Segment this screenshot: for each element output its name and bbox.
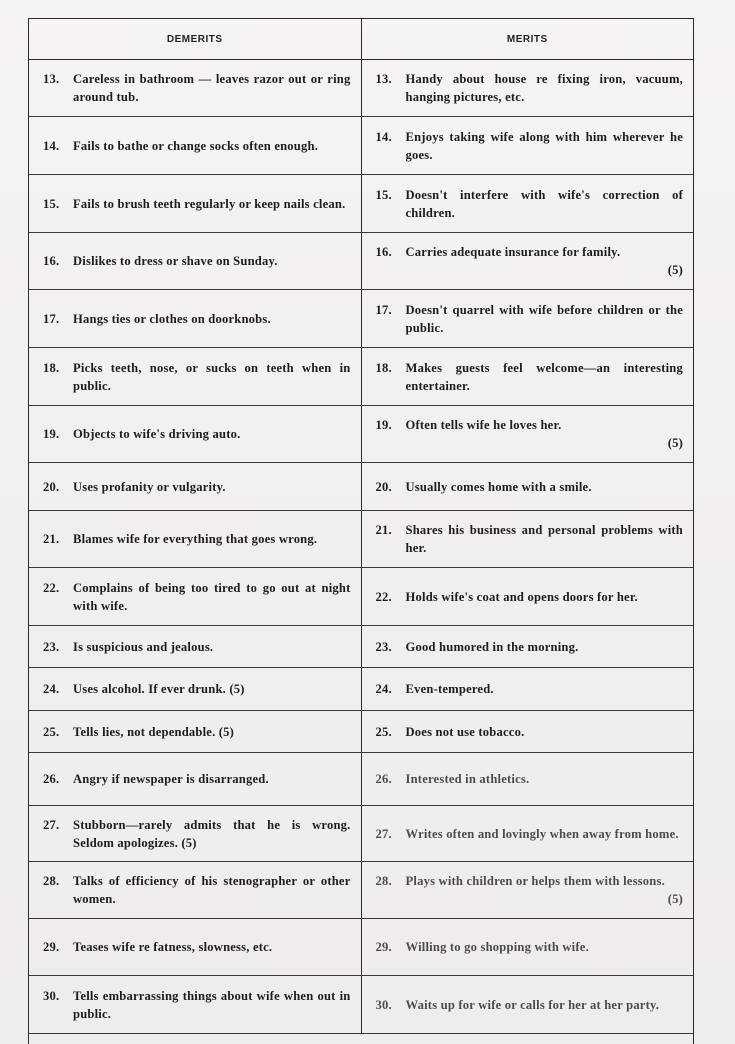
table-header: [29, 19, 693, 60]
demerit-item: [43, 816, 351, 852]
demerit-text: Angry if newspaper is disarranged.: [73, 772, 269, 786]
merit-text: Doesn't interfere with wife's correction of children.: [405, 187, 683, 220]
merit-item: [376, 359, 684, 395]
demerit-item: [43, 359, 351, 395]
merit-text: Does not use tobacco.: [405, 724, 525, 739]
merit-item: [376, 723, 684, 741]
merits-demerits-table: [28, 18, 694, 1044]
demerit-item: [43, 938, 351, 956]
merit-cell: [362, 711, 694, 752]
merit-cell: [362, 348, 694, 405]
table-body: [29, 59, 693, 1034]
table-row: [29, 463, 693, 511]
demerit-text: Tells lies, not dependable. (5): [73, 724, 235, 739]
merit-cell: [362, 753, 694, 805]
merit-item: [376, 186, 684, 222]
merit-text-block: [406, 996, 684, 1014]
merit-text: Willing to go shopping with wife.: [405, 940, 589, 954]
demerit-item: [43, 252, 351, 270]
demerit-number: 26.: [43, 772, 60, 786]
merit-text: Good humored in the morning.: [405, 639, 579, 654]
demerit-text-block: [73, 70, 351, 106]
merit-cell: [362, 463, 694, 510]
demerit-cell: [29, 463, 362, 510]
demerit-number: 15.: [43, 196, 60, 211]
table-row: [29, 626, 693, 668]
demerit-number: 18.: [43, 360, 60, 375]
demerit-text: Hangs ties or clothes on doorknobs.: [73, 311, 271, 326]
merit-score: (5): [667, 263, 683, 277]
demerit-cell: [29, 668, 362, 710]
demerit-cell: [29, 626, 362, 667]
merit-cell: [362, 626, 694, 667]
merit-number: 29.: [375, 940, 392, 954]
merit-number: 17.: [375, 302, 392, 317]
demerit-text-block: [73, 938, 351, 956]
merit-cell: [362, 175, 694, 232]
merit-text: Handy about house re fixing iron, vacuum, hanging pictures, etc.: [405, 71, 683, 104]
demerit-item: [43, 137, 351, 155]
demerit-text-block: [73, 579, 351, 615]
demerit-cell: [29, 117, 362, 174]
merit-score: (5): [667, 892, 683, 906]
merit-text: Writes often and lovingly when away from home.: [405, 826, 679, 841]
table-row: [29, 175, 693, 233]
demerit-number: 23.: [43, 639, 60, 654]
merit-number: 14.: [375, 129, 392, 144]
demerit-number: 30.: [43, 988, 60, 1003]
demerit-text: Stubborn—rarely admits that he is wrong. Seldom apologizes. (5): [73, 817, 351, 850]
demerit-item: [43, 478, 351, 496]
merit-number: 20.: [375, 479, 392, 494]
table-row: [29, 406, 693, 463]
merit-text: Holds wife's coat and opens doors for her.: [405, 589, 638, 604]
demerit-number: 25.: [43, 724, 60, 739]
demerit-cell: [29, 175, 362, 232]
demerit-item: [43, 310, 351, 328]
demerit-text: Tells embarrassing things about wife when out in public.: [73, 988, 351, 1021]
merit-number: 25.: [375, 724, 392, 739]
merit-text: Carries adequate insurance for family.: [405, 245, 621, 259]
merit-cell: [362, 406, 694, 462]
demerit-text: Is suspicious and jealous.: [73, 639, 214, 654]
demerit-number: 28.: [43, 874, 60, 888]
demerit-text-block: [73, 770, 351, 788]
merit-text-block: [406, 416, 684, 452]
demerit-cell: [29, 348, 362, 405]
merit-item: [376, 478, 684, 496]
table-row: [29, 806, 693, 862]
demerit-cell: [29, 806, 362, 861]
merit-number: 19.: [375, 418, 392, 432]
table-row: [29, 348, 693, 406]
demerit-number: 14.: [43, 138, 60, 153]
demerit-item: [43, 195, 351, 213]
merit-number: 26.: [375, 772, 392, 786]
demerit-number: 20.: [43, 479, 60, 494]
table-row: [29, 117, 693, 175]
demerit-cell: [29, 753, 362, 805]
merit-item: [376, 301, 684, 337]
demerit-cell: [29, 711, 362, 752]
merit-cell: [362, 568, 694, 625]
demerit-item: [43, 70, 351, 106]
demerit-cell: [29, 233, 362, 289]
demerit-text: Blames wife for everything that goes wrong.: [73, 532, 318, 546]
demerit-text: Uses profanity or vulgarity.: [73, 479, 226, 494]
merit-text-block: [406, 723, 684, 741]
demerit-item: [43, 723, 351, 741]
demerit-item: [43, 425, 351, 443]
demerit-number: 24.: [43, 682, 60, 696]
table-row: [29, 59, 693, 117]
demerit-number: 22.: [43, 580, 60, 595]
merit-text: Waits up for wife or calls for her at her party.: [405, 997, 660, 1012]
merit-number: 22.: [375, 589, 392, 604]
merit-text: Makes guests feel welcome—an interesting entertainer.: [405, 360, 683, 393]
merit-cell: [362, 233, 694, 289]
demerit-text: Dislikes to dress or shave on Sunday.: [73, 254, 278, 268]
demerits-header: DEMERITS: [29, 19, 362, 59]
merit-cell: [362, 806, 694, 861]
demerit-text-block: [73, 987, 351, 1023]
demerit-text-block: [73, 425, 351, 443]
merit-text-block: [406, 128, 684, 164]
merit-number: 21.: [375, 523, 392, 537]
merit-number: 27.: [375, 826, 392, 841]
merit-cell: [362, 919, 694, 975]
demerit-item: [43, 987, 351, 1023]
table-row: [29, 862, 693, 919]
merit-number: 28.: [375, 874, 392, 888]
demerit-text: Complains of being too tired to go out at night with wife.: [73, 580, 351, 613]
demerit-text-block: [73, 195, 351, 213]
merit-text-block: [406, 638, 684, 656]
merit-item: [376, 996, 684, 1014]
merit-text: Enjoys taking wife along with him wherever he goes.: [405, 129, 683, 162]
demerit-text: Objects to wife's driving auto.: [73, 427, 241, 441]
merits-header: MERITS: [506, 33, 548, 45]
merit-item: [376, 588, 684, 606]
merit-number: 15.: [375, 187, 392, 202]
merit-text-block: [406, 938, 684, 956]
merit-item: [376, 872, 684, 908]
table-row: [29, 711, 693, 753]
merit-text: Plays with children or helps them with lessons.: [405, 874, 665, 888]
demerit-text-block: [73, 638, 351, 656]
merit-item: [376, 243, 684, 279]
demerit-number: 29.: [43, 940, 60, 954]
demerit-text-block: [73, 723, 351, 741]
demerit-item: [43, 530, 351, 548]
merit-score: (5): [667, 436, 683, 450]
table-row: [29, 233, 693, 290]
demerit-number: 27.: [43, 817, 60, 832]
demerit-text: Fails to bathe or change socks often enough.: [73, 138, 319, 153]
table-row: [29, 511, 693, 568]
demerit-cell: [29, 406, 362, 462]
merit-cell: [362, 976, 694, 1033]
merit-number: 23.: [375, 639, 392, 654]
demerit-cell: [29, 976, 362, 1033]
merit-text-block: [406, 825, 684, 843]
merit-cell: [362, 511, 694, 567]
merit-cell: [362, 290, 694, 347]
merit-text: Often tells wife he loves her.: [405, 418, 562, 432]
merit-text-block: [406, 70, 684, 106]
demerit-cell: [29, 290, 362, 347]
merit-text-block: [406, 680, 684, 698]
demerit-text: Picks teeth, nose, or sucks on teeth when in public.: [73, 360, 351, 393]
merit-text: Shares his business and personal problems with her.: [405, 523, 683, 555]
table-row: [29, 668, 693, 711]
merit-item: [376, 416, 684, 452]
merit-text: Doesn't quarrel with wife before children or the public.: [405, 302, 683, 335]
merit-text-block: [406, 186, 684, 222]
merit-item: [376, 770, 684, 788]
demerit-cell: [29, 568, 362, 625]
demerit-text-block: [73, 816, 351, 852]
merit-text-block: [406, 588, 684, 606]
merit-number: 18.: [375, 360, 392, 375]
demerit-text: Uses alcohol. If ever drunk. (5): [73, 682, 245, 696]
demerit-item: [43, 872, 351, 908]
demerit-text-block: [73, 530, 351, 548]
merit-number: 30.: [375, 997, 392, 1012]
table-row: [29, 568, 693, 626]
merit-cell: [362, 117, 694, 174]
demerit-cell: [29, 59, 362, 116]
demerit-text-block: [73, 359, 351, 395]
table-row: [29, 290, 693, 348]
merit-item: [376, 70, 684, 106]
merit-text-block: [406, 243, 684, 279]
merit-number: 13.: [375, 71, 392, 86]
demerit-cell: [29, 862, 362, 918]
demerit-text: Talks of efficiency of his stenographer or other women.: [73, 874, 351, 906]
merit-text-block: [406, 521, 684, 557]
merit-item: [376, 521, 684, 557]
demerit-text-block: [73, 137, 351, 155]
demerit-text-block: [73, 680, 351, 698]
merit-text: Even-tempered.: [405, 682, 494, 696]
merit-text-block: [406, 359, 684, 395]
merit-item: [376, 825, 684, 843]
merit-text-block: [406, 770, 684, 788]
demerit-item: [43, 638, 351, 656]
demerit-text: Fails to brush teeth regularly or keep nails clean.: [73, 196, 346, 211]
table-row: [29, 919, 693, 976]
demerit-text: Careless in bathroom — leaves razor out or ring around tub.: [73, 71, 351, 104]
merit-item: [376, 638, 684, 656]
merit-number: 16.: [375, 245, 392, 259]
demerit-number: 21.: [43, 532, 60, 546]
demerit-cell: [29, 919, 362, 975]
table-row: [29, 976, 693, 1034]
merit-text-block: [406, 301, 684, 337]
demerit-item: [43, 770, 351, 788]
merit-cell: [362, 862, 694, 918]
demerit-number: 13.: [43, 71, 60, 86]
merit-item: [376, 128, 684, 164]
table-row: [29, 753, 693, 806]
demerit-item: [43, 579, 351, 615]
merit-item: [376, 680, 684, 698]
demerit-number: 16.: [43, 254, 60, 268]
demerit-number: 17.: [43, 311, 60, 326]
demerit-number: 19.: [43, 427, 60, 441]
merit-text: Interested in athletics.: [405, 772, 530, 786]
merit-number: 24.: [375, 682, 392, 696]
demerit-text: Teases wife re fatness, slowness, etc.: [73, 940, 273, 954]
merit-item: [376, 938, 684, 956]
merit-cell: [362, 668, 694, 710]
merit-text-block: [406, 872, 684, 908]
merit-cell: [362, 59, 694, 116]
demerit-text-block: [73, 478, 351, 496]
demerit-text-block: [73, 252, 351, 270]
merit-text: Usually comes home with a smile.: [405, 479, 592, 494]
demerit-item: [43, 680, 351, 698]
demerit-text-block: [73, 872, 351, 908]
demerit-cell: [29, 511, 362, 567]
merit-text-block: [406, 478, 684, 496]
demerit-text-block: [73, 310, 351, 328]
